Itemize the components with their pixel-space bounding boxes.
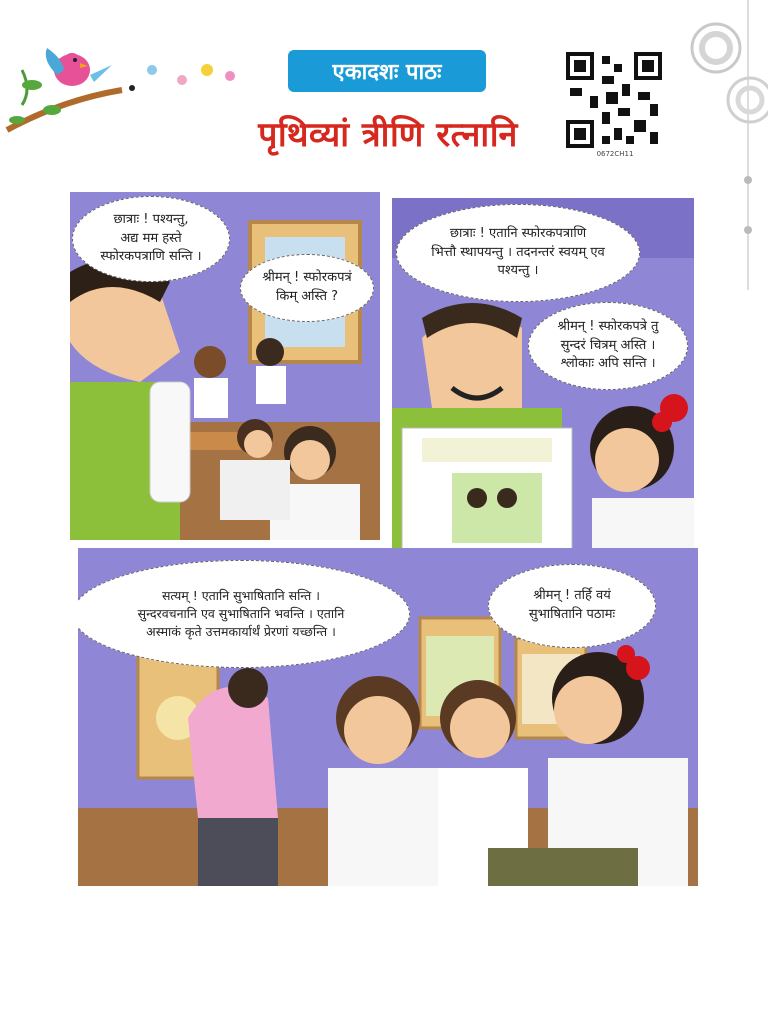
bubble-line: स्फोरकपत्राणि सन्ति । [100, 249, 202, 265]
bubble-line: किम् अस्ति ? [275, 289, 339, 304]
bubble-line: श्लोकाः अपि सन्ति । [560, 356, 656, 372]
lesson-number-label: एकादशः पाठः [332, 60, 442, 85]
speech-bubble-teacher [78, 560, 410, 668]
bubble-line: पश्यन्तु । [497, 263, 539, 279]
bubble-line: सुन्दरं चित्रम् अस्ति । [560, 337, 656, 353]
bubble-line: सत्यम् ! एतानि सुभाषितानि सन्ति । [161, 587, 320, 603]
comic-panel-3 [78, 548, 698, 886]
page-title: पृथिव्यां त्रीणि रत्नानि [258, 115, 518, 155]
bubble-line: अद्य मम हस्ते [120, 230, 182, 246]
speech-bubble-student [240, 254, 374, 322]
qr-code-icon[interactable] [566, 52, 662, 148]
speech-bubble-teacher [396, 204, 640, 302]
bird-icon [2, 30, 242, 140]
bubble-line: सुभाषितानि पठामः [528, 607, 616, 622]
bubble-line: छात्राः ! पश्यन्तु, [113, 211, 189, 227]
mandala-icon [688, 0, 768, 290]
bubble-line: छात्राः ! एतानि स्फोरकपत्राणि [449, 225, 587, 241]
speech-bubble-teacher [72, 196, 230, 282]
bubble-line: अस्माकं कृते उत्तमकार्यार्थं प्रेरणां यच्छन्ति । [146, 624, 336, 640]
bubble-line: सुन्दरवचनानि एव सुभाषितानि भवन्ति । एतानि [137, 605, 345, 621]
speech-bubble-student [488, 564, 656, 648]
speech-bubble-student [528, 302, 688, 390]
bubble-line: श्रीमन् ! स्फोरकपत्रे तु [557, 318, 659, 334]
comic-panel-1 [70, 192, 380, 540]
qr-code-label: 0672CH11 [596, 150, 634, 158]
bubble-line: श्रीमन् ! तर्हि वयं [533, 588, 611, 604]
bubble-line: भित्तौ स्थापयन्तु । तदनन्तरं स्वयम् एव [431, 244, 605, 260]
comic-panel-2 [392, 198, 694, 556]
bubble-line: श्रीमन् ! स्फोरकपत्रं [262, 270, 352, 286]
lesson-number-badge [288, 50, 486, 92]
